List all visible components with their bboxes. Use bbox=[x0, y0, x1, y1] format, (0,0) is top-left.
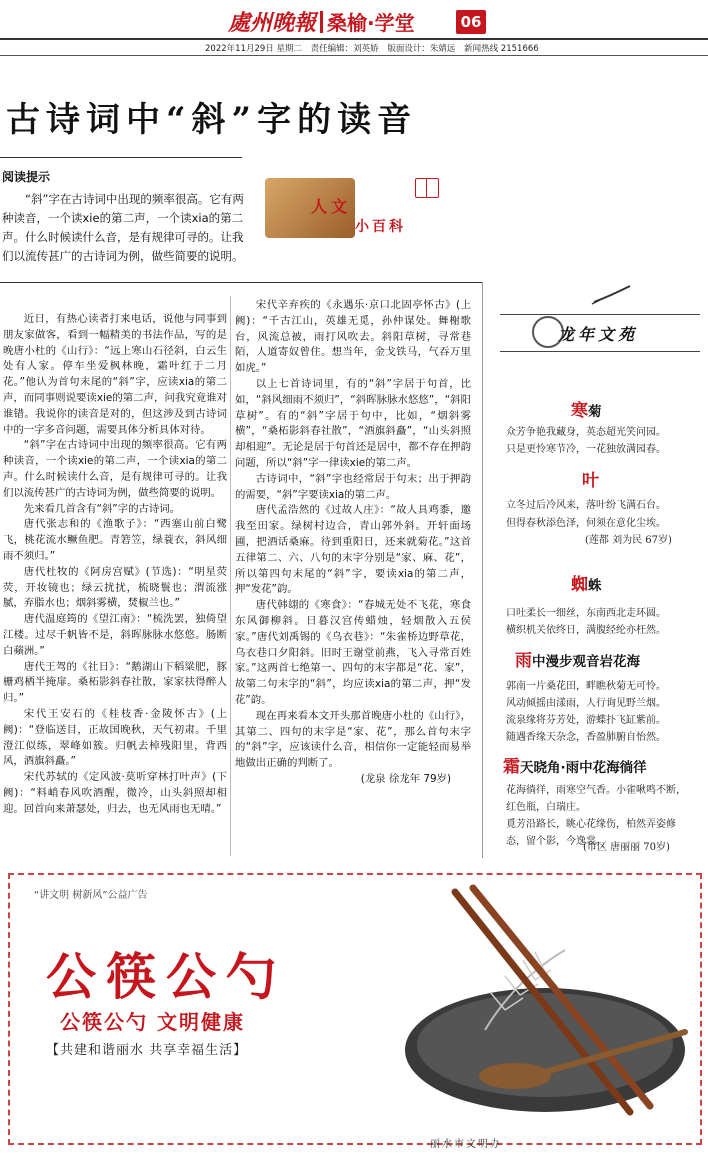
poem-line: 立冬过后冷风来，落叶纷飞满石台。 bbox=[506, 500, 666, 511]
paragraph: 以上七首诗词里，有的“斜”字居于句首，比如，“斜风细雨不须归”，“斜晖脉脉水悠悠”，“斜阳草树”。有的“斜”字居于句中，比如，“烟斜雾横”，“桑柘影斜春社散”，“酒旗斜矗”，“山头斜照却相迎”。无论是居于句首还是居中，都不存在押韵问题，所以“斜”字一律读xie的第二声。 bbox=[235, 377, 471, 469]
poem-title: 寒菊 bbox=[571, 401, 602, 421]
paragraph: 近日，有热心读者打来电话，说他与同事到朋友家做客，看到一幅精美的书法作品，写的是晚唐小杜的《山行》：“远上寒山石径斜，白云生处有人家。停车坐爱枫林晚，霜叶红于二月花。”他认为首句末尾的“斜”字，应读xia的第二声，而同事则说要读xie的第二声，问我究竟谁对谁错。我说你的读音是对的，但这涉及到古诗词中的一字多音问题，需要具体分析具体对待。 bbox=[3, 313, 227, 436]
paragraph: 唐代王驾的《社日》：“鹅湖山下稻粱肥，豚栅鸡栖半掩扉。桑柘影斜春社散，家家扶得醉人归。” bbox=[3, 660, 227, 705]
poem-line: 只是更怜寒节冷，一花独放满园春。 bbox=[506, 444, 666, 455]
poem-line: 风动倾摇由漾雨，人行询见野兰烟。 bbox=[506, 698, 666, 709]
poetry-banner-title: 龙年文苑 bbox=[558, 325, 639, 344]
poem-title: 霜天晓角·雨中花海徜徉 bbox=[503, 757, 647, 777]
poem-line: 口吐柔长一细丝，东南西北走环圆。 bbox=[506, 608, 666, 619]
ad-slogan: “讲文明 树新风”公益广告 bbox=[34, 890, 148, 901]
paragraph: “斜”字在古诗词中出现的频率很高。它有两种读音，一个读xie的第二声，一个读xia的第二声。什么时候读什么音，是有规律可寻的。让我们以流传甚广的古诗词为例，做些简要的说明。 bbox=[3, 439, 227, 499]
masthead-divider bbox=[320, 11, 323, 33]
paragraph: 唐代杜牧的《阿房宫赋》(节选)：“明星荧荧，开妆镜也；绿云扰扰，梳晓鬟也；渭流涨腻，弃脂水也；烟斜雾横，焚椒兰也。” bbox=[3, 565, 227, 610]
poem-line: 郭南一片桑花田，畔瞧秋菊无可怜。 bbox=[506, 681, 666, 692]
poem-title: 雨中漫步观音岩花海 bbox=[515, 651, 640, 671]
poem-title: 蜘蛛 bbox=[571, 575, 602, 595]
paragraph: 现在再来看本文开头那首晚唐小杜的《山行》，其第二、四句的末字是“家、花”，那么首句末字的“斜”字，应该读什么音，相信你一定能轻而易举地做出正确的判断了。 bbox=[235, 709, 471, 770]
lead-rule bbox=[0, 282, 482, 283]
date: 2022年11月29日 星期二 bbox=[205, 44, 302, 54]
poem-line: 花海徜徉，雨寒空气香。小雀啾鸣不断，红色瓶，白瑞庄。 bbox=[506, 785, 686, 813]
ad-organizer: 丽水市文明办 bbox=[430, 1139, 502, 1150]
poem-line: 流泉缘将芬芳处，游蝶扑飞缸紫前。 bbox=[506, 715, 666, 726]
paragraph: 古诗词中，“斜”字也经常居于句末；出于押韵的需要，“斜”字要读xia的第二声。 bbox=[235, 472, 471, 501]
lead-text: “斜”字在古诗词中出现的频率很高。它有两种读音，一个读xie的第二声，一个读xia的第二声。什么时候读什么音，是有规律可寻的。让我们以流传甚广的古诗词为例，做些简要的说明。 bbox=[2, 192, 244, 263]
poem-author: (莲都 刘为民 67岁) bbox=[585, 535, 672, 546]
paragraph: 宋代辛弃疾的《永遇乐·京口北固亭怀古》(上阙)：“千古江山，英雄无觅，孙仲谋处。舞榭歌台，风流总被，雨打风吹去。斜阳草树，寻常巷陌，人道寄奴曾住。想当年，金戈铁马，气吞万里如虎。” bbox=[235, 299, 471, 375]
ad-title: 公筷公勺 bbox=[46, 948, 286, 1006]
editor: 责任编辑：刘英娇 bbox=[310, 44, 379, 54]
badge-line1: 人文 bbox=[311, 197, 352, 216]
top-rule-2 bbox=[0, 55, 708, 56]
header-meta bbox=[205, 42, 545, 54]
lead-label: 阅读提示 bbox=[2, 170, 51, 184]
paper-name: 處州晚報 bbox=[228, 10, 317, 36]
column-divider bbox=[230, 296, 231, 856]
page-number: 06 bbox=[456, 10, 486, 34]
paragraph: 先来看几首含有“斜”字的古诗词。 bbox=[23, 502, 181, 515]
paragraph: 唐代韩翃的《寒食》：“春城无处不飞花，寒食东风御柳斜。日暮汉宫传蜡烛，轻烟散入五侯家。”唐代刘禹锡的《乌衣巷》：“朱雀桥边野草花，乌衣巷口夕阳斜。旧时王谢堂前燕，飞入寻常百姓家。”这两首七绝第一、四句的末字都是“花、家”，故第二句末字的“斜”，均应读xia的第二声，押“发花”韵。 bbox=[235, 599, 471, 706]
chopsticks-plate-illustration bbox=[395, 880, 695, 1125]
ad-footer: 【共建和谐丽水 共享幸福生活】 bbox=[46, 1043, 248, 1058]
hotline: 新闻热线 2151666 bbox=[464, 44, 539, 54]
paragraph: 唐代温庭筠的《望江南》：“梳洗罢，独倚望江楼。过尽千帆皆不是，斜晖脉脉水悠悠。肠断白蘋洲。” bbox=[3, 613, 227, 657]
paragraph: 唐代张志和的《渔歌子》：“西塞山前白鹭飞，桃花流水鳜鱼肥。青箬笠，绿蓑衣，斜风细雨不须归。” bbox=[3, 518, 227, 562]
book-icon bbox=[415, 178, 439, 198]
ad-subtitle: 公筷公勺 文明健康 bbox=[60, 1010, 245, 1034]
poem-line: 随遇香缘天杂念，香盈肺腑自怡然。 bbox=[506, 732, 666, 743]
culture-badge bbox=[265, 178, 475, 238]
poem-author: (市区 唐丽丽 70岁) bbox=[583, 842, 670, 853]
top-rule bbox=[0, 38, 708, 40]
section-title: 桑榆·学堂 bbox=[327, 11, 415, 35]
byline: (龙泉 徐龙年 79岁) bbox=[360, 772, 451, 785]
poem-line: 覓芳沿路长，眺心花缘伤，柏然弄姿修态，留个影，今逸裳。 bbox=[506, 819, 676, 847]
headline-rule bbox=[0, 157, 242, 158]
pen-icon bbox=[590, 282, 634, 306]
poem-line: 横织机关依终日，满腹经纶亦枉然。 bbox=[506, 625, 666, 636]
poem-line: 但得春秋添色泽，何须在意化尘埃。 bbox=[506, 518, 666, 529]
designer: 版面设计：朱婧远 bbox=[387, 44, 456, 54]
masthead bbox=[228, 6, 478, 34]
article-column-1 bbox=[3, 312, 227, 818]
article-column-2 bbox=[235, 298, 471, 788]
badge-line2: 小百科 bbox=[355, 219, 406, 235]
paragraph: 宋代王安石的《桂枝香·金陵怀古》(上阙)：“登临送目，正故国晚秋，天气初肃。千里澄江似练，翠峰如簇。归帆去棹残阳里，背西风，酒旗斜矗。” bbox=[3, 707, 227, 768]
headline: 古诗词中“斜”字的读音 bbox=[6, 100, 418, 140]
paragraph: 唐代孟浩然的《过故人庄》：“故人具鸡黍，邀我至田家。绿树村边合，青山郭外斜。开轩面场圃，把酒话桑麻。待到重阳日，还来就菊花。”这首五律第二、六、八句的末字分别是“家、麻、花”，所以第四句末尾的“斜”字，要读xia的第二声，押“发花”韵。 bbox=[235, 504, 471, 596]
poem-line: 众芳争艳我藏身，英态超光笑问园。 bbox=[506, 427, 666, 438]
paragraph: 宋代苏轼的《定风波·莫听穿林打叶声》(下阙)：“料峭春风吹酒醒，微冷，山头斜照却相迎。回首向来萧瑟处，归去，也无风雨也无晴。” bbox=[3, 771, 227, 815]
poem-title: 叶 bbox=[582, 471, 599, 491]
